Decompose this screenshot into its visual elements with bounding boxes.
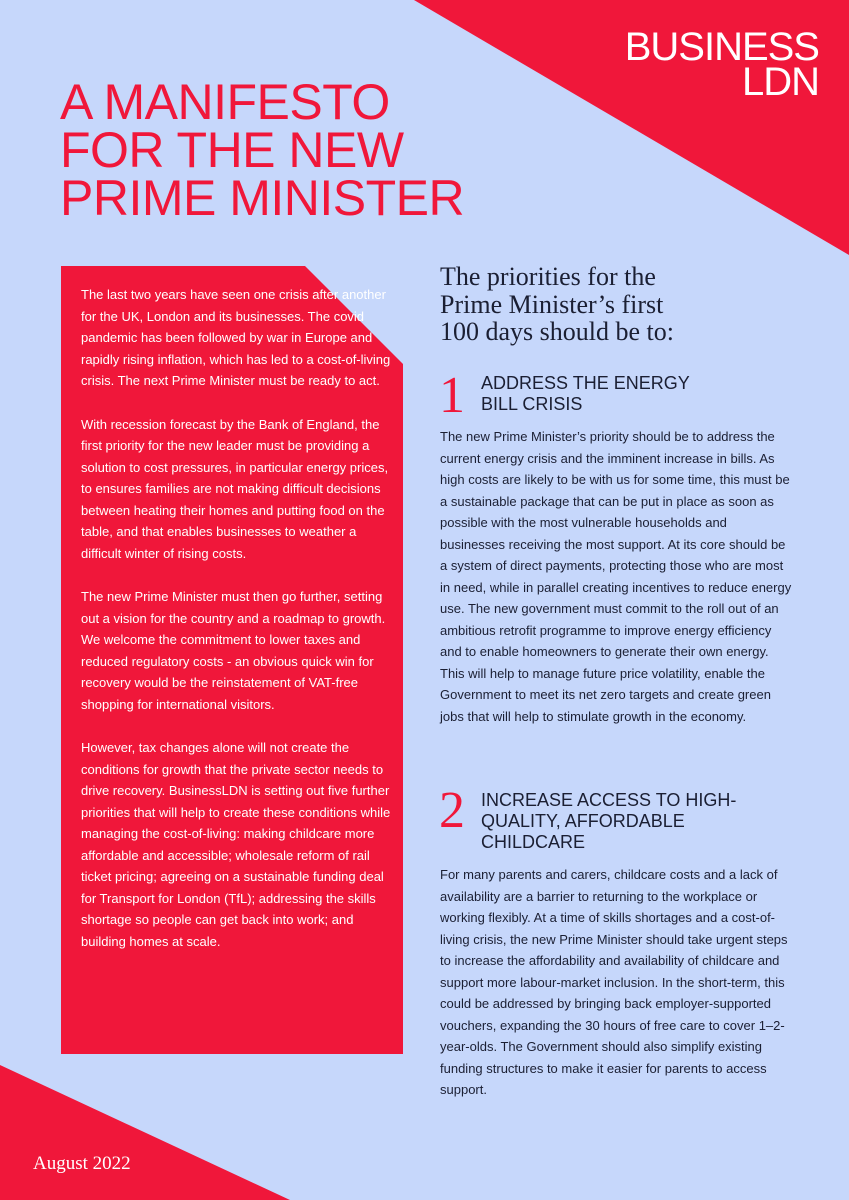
heading-line: 100 days should be to: (440, 317, 674, 346)
publication-date: August 2022 (33, 1153, 131, 1174)
logo-line-1: BUSINESS (624, 25, 819, 69)
bottom-left-red-triangle (0, 1060, 300, 1200)
logo-line-2: LDN (741, 60, 819, 104)
title-line: A MANIFESTO (60, 74, 390, 130)
priorities-heading (440, 263, 674, 346)
priority-title-line: INCREASE ACCESS TO HIGH- (481, 790, 737, 810)
heading-line: The priorities for the (440, 262, 656, 291)
intro-paragraph: With recession forecast by the Bank of England, the first priority for the new leader must be providing a solution to cost pressures, in particular energy prices, to ensures families are not making difficult decisions between heating their homes and putting food on the table, and that enables businesses to weather a difficult winter of rising costs. (81, 416, 389, 561)
businessldn-logo (624, 25, 819, 104)
priority-body: For many parents and carers, childcare costs and a lack of availability are a barrier to returning to the workplace or working flexibly. At a time of skills shortages and a cost-of-living crisis, the new Prime Minister should take urgent steps to increase the affordability and availability of childcare and support more labour-market inclusion. In the short-term, this could be addressed by bringing back employer-supported vouchers, expanding the 30 hours of free care to cover 1–2-year-olds. The Government should also simplify existing funding structures to make it easier for parents to access support. (440, 867, 788, 1097)
page-title (60, 74, 465, 226)
priority-number: 2 (439, 782, 465, 839)
intro-paragraph: The new Prime Minister must then go further, setting out a vision for the country and a roadmap to growth. We welcome the commitment to lower taxes and reduced regulatory costs - an obvious quick win for recovery would be the reinstatement of VAT-free shopping for international visitors. (81, 589, 386, 712)
intro-paragraph: However, tax changes alone will not create the conditions for growth that the private sector needs to drive recovery. BusinessLDN is setting out five further priorities that will help to create these conditions while managing the cost-of-living: making childcare more affordable and accessible; wholesale reform of rail ticket pricing; agreeing on a sustainable funding deal for Transport for London (TfL); addressing the skills shortage so people can get back into work; and building homes at scale. (81, 740, 391, 949)
priority-title-line: QUALITY, AFFORDABLE (481, 811, 685, 831)
priority-body: The new Prime Minister’s priority should be to address the current energy crisis and the imminent increase in bills. As high costs are likely to be with us for some time, this must be a sustainable package that can be put in place as soon as possible with the most vulnerable households and businesses receiving the most support. At its core should be a system of direct payments, protecting those who are most in need, while in parallel creating incentives to reduce energy use. The new government must commit to the roll out of an ambitious retrofit programme to improve energy efficiency and to enable homeowners to generate their own energy. This will help to manage future price volatility, enable the Government to meet its net zero targets and create green jobs that will help to stimulate growth in the economy. (440, 429, 792, 724)
intro-paragraph: The last two years have seen one crisis after another for the UK, London and its businesses. The covid pandemic has been followed by war in Europe and rapidly rising inflation, which has led to a cost-of-living crisis. The next Prime Minister must be ready to act. (81, 287, 391, 388)
priority-title (481, 790, 736, 853)
priority-title-line: BILL CRISIS (481, 394, 583, 414)
title-line: PRIME MINISTER (60, 170, 465, 226)
intro-text (81, 284, 391, 974)
title-line: FOR THE NEW (60, 122, 404, 178)
priority-number: 1 (439, 367, 465, 424)
heading-line: Prime Minister’s first (440, 289, 664, 319)
priority-title-line: CHILDCARE (481, 832, 586, 852)
priority-title-line: ADDRESS THE ENERGY (481, 373, 690, 393)
priority-title (481, 373, 690, 415)
